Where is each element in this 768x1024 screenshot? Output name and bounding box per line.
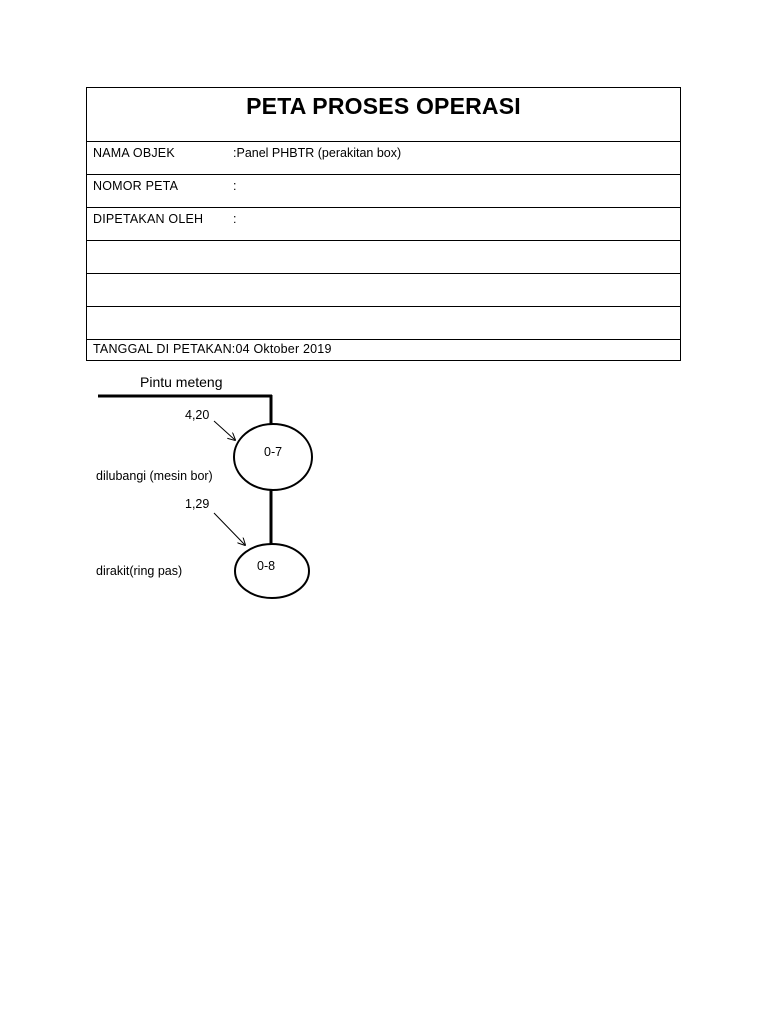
- nama-objek-label: NAMA OBJEK: [93, 146, 175, 160]
- op-7-code: 0-7: [264, 445, 283, 459]
- dipetakan-oleh-label: DIPETAKAN OLEH: [93, 212, 204, 226]
- nomor-peta-label: NOMOR PETA: [93, 179, 179, 193]
- op-8-code: 0-8: [257, 559, 276, 573]
- op-7-description: dilubangi (mesin bor): [96, 469, 213, 483]
- dipetakan-oleh-separator: :: [233, 212, 237, 226]
- date-value: 04 Oktober 2019: [235, 342, 332, 356]
- material-label: Pintu meteng: [140, 374, 223, 390]
- op-7-time-arrow: [214, 421, 235, 440]
- nama-objek-value: Panel PHBTR (perakitan box): [236, 146, 402, 160]
- nama-objek-separator: :: [233, 146, 237, 160]
- form-title: PETA PROSES OPERASI: [246, 93, 521, 119]
- op-7-time: 4,20: [185, 408, 210, 422]
- op-8-description: dirakit(ring pas): [96, 564, 183, 578]
- op-8-time-arrow: [214, 513, 245, 545]
- op-8-time: 1,29: [185, 497, 210, 511]
- date-label: TANGGAL DI PETAKAN:: [93, 342, 236, 356]
- nomor-peta-separator: :: [233, 179, 237, 193]
